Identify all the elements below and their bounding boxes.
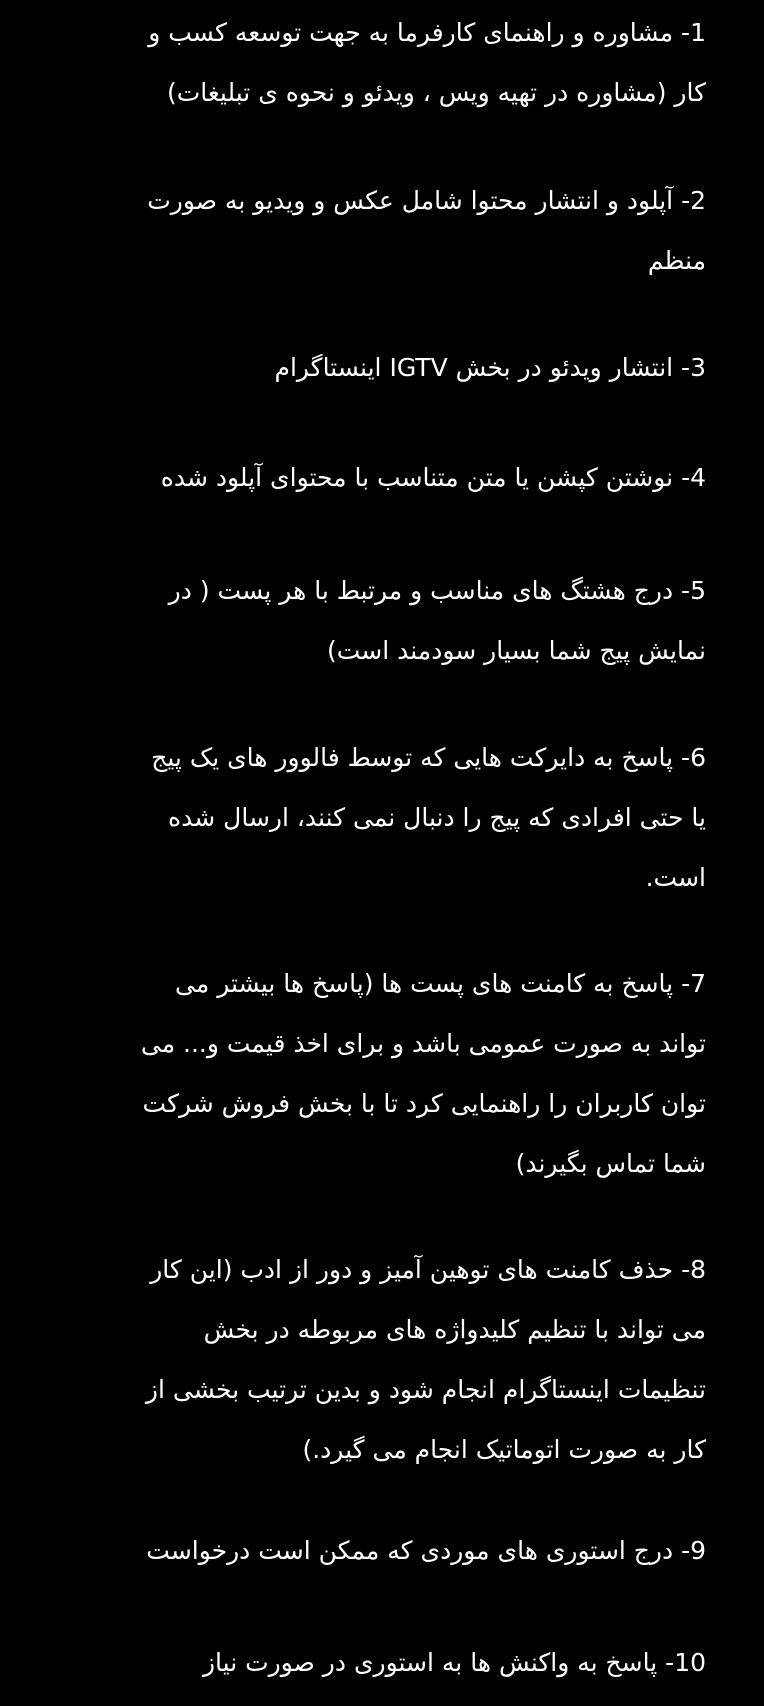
list-item-9: [86, 1521, 706, 1581]
list-item-8: [86, 1240, 706, 1480]
list-item-7-line-3: توان کاربران را راهنمایی کرد تا با بخش فروش شرکت: [142, 1089, 706, 1118]
list-item-8-line-4: کار به صورت اتوماتیک انجام می گیرد.): [302, 1435, 706, 1464]
list-item-2-line-1: 2- آپلود و انتشار محتوا شامل عکس و ویدیو به صورت: [147, 186, 706, 215]
list-item-6-line-2: یا حتی افرادی که پیج را دنبال نمی کنند، ارسال شده: [168, 803, 706, 832]
list-item-6: [86, 728, 706, 908]
list-item-8-line-1: 8- حذف کامنت های توهین آمیز و دور از ادب (این کار: [150, 1255, 706, 1284]
list-item-6-line-3: است.: [645, 863, 706, 892]
list-item-5: [86, 561, 706, 681]
list-item-10-line-1: 10- پاسخ به واکنش ها به استوری در صورت نیاز: [202, 1648, 706, 1677]
list-item-7: [86, 954, 706, 1194]
list-item-4: [86, 448, 706, 508]
list-item-4-line-1: 4- نوشتن کپشن یا متن متناسب با محتوای آپلود شده: [160, 463, 706, 492]
list-item-7-line-4: شما تماس بگیرند): [515, 1149, 706, 1178]
list-item-2-line-2: منظم: [647, 246, 706, 275]
list-item-9-line-1: 9- درج استوری های موردی که ممکن است درخواست: [146, 1536, 706, 1565]
list-item-3: [86, 338, 706, 398]
list-item-7-line-1: 7- پاسخ به کامنت های پست ها (پاسخ ها بیشتر می: [175, 969, 706, 998]
list-item-2: [86, 171, 706, 291]
list-item-1-line-1: 1- مشاوره و راهنمای کارفرما به جهت توسعه کسب و: [148, 18, 706, 47]
list-item-3-line-1: 3- انتشار ویدئو در بخش IGTV اینستاگرام: [274, 353, 706, 382]
list-item-8-line-2: می تواند با تنظیم کلیدواژه های مربوطه در بخش: [203, 1315, 706, 1344]
list-item-1-line-2: کار (مشاوره در تهیه ویس ، ویدئو و نحوه ی تبلیغات): [166, 78, 706, 107]
list-item-7-line-2: تواند به صورت عمومی باشد و برای اخذ قیمت و... می: [140, 1029, 706, 1058]
list-item-6-line-1: 6- پاسخ به دایرکت هایی که توسط فالوور های یک پیج: [151, 743, 706, 772]
list-item-10: [86, 1633, 706, 1693]
list-item-1: [86, 3, 706, 123]
list-item-8-line-3: تنظیمات اینستاگرام انجام شود و بدین ترتیب بخشی از: [145, 1375, 706, 1404]
list-item-5-line-1: 5- درج هشتگ های مناسب و مرتبط با هر پست ( در: [168, 576, 706, 605]
list-item-5-line-2: نمایش پیج شما بسیار سودمند است): [327, 636, 706, 665]
